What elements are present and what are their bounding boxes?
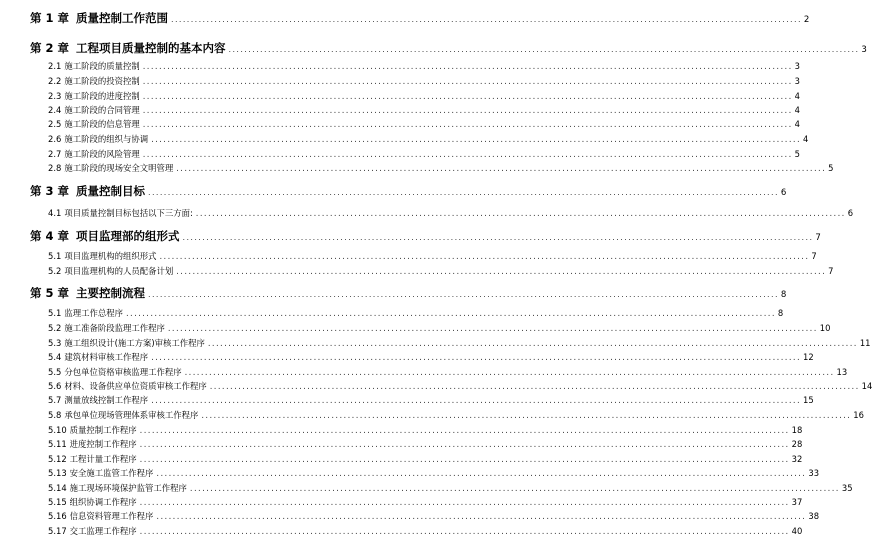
page-number: 2: [803, 15, 810, 25]
page-number: 7: [815, 233, 821, 243]
page-number: 3: [794, 76, 800, 86]
toc-chapter-entry[interactable]: [0, 40, 867, 56]
entry-number: 2.1: [48, 61, 62, 71]
entry-title: 质量控制工作范围: [76, 11, 169, 25]
dot-leader: ................................................................................................................................................................: [148, 290, 779, 299]
page-number: 5: [828, 163, 834, 173]
toc-section-entry[interactable]: [0, 265, 834, 277]
dot-leader: ................................................................................................................................................................: [148, 188, 779, 197]
page-number: 3: [861, 45, 867, 55]
entry-number: 5.13: [48, 468, 67, 478]
page-number: 14: [861, 381, 872, 391]
entry-title: 项目质量控制目标包括以下三方面:: [64, 208, 193, 218]
toc-section-entry[interactable]: [0, 467, 820, 479]
toc-chapter-entry[interactable]: [0, 285, 787, 301]
entry-title: 施工阶段的现场安全文明管理: [64, 163, 174, 173]
dot-leader: ................................................................................................................................................................: [201, 410, 852, 420]
toc-section-entry[interactable]: [0, 525, 803, 537]
entry-number: 5.15: [48, 497, 67, 507]
dot-leader: ................................................................................................................................................................: [209, 381, 860, 391]
dot-leader: ................................................................................................................................................................: [184, 367, 835, 377]
entry-title: 质量控制工作程序: [69, 425, 137, 435]
dot-leader: ................................................................................................................................................................: [139, 439, 790, 449]
page-number: 32: [791, 454, 803, 464]
dot-leader: ................................................................................................................................................................: [159, 251, 810, 261]
page-number: 3: [794, 61, 800, 71]
entry-title: 施工阶段的质量控制: [64, 61, 140, 71]
page-number: 4: [803, 134, 809, 144]
entry-title: 工程项目质量控制的基本内容: [76, 41, 226, 55]
dot-leader: ................................................................................................................................................................: [182, 233, 814, 242]
toc-section-entry[interactable]: [0, 380, 872, 392]
entry-number: 第 1 章: [30, 11, 70, 25]
toc-section-entry[interactable]: [0, 207, 854, 219]
entry-number: 5.3: [48, 338, 62, 348]
entry-number: 5.14: [48, 483, 67, 493]
entry-title: 施工阶段的合同管理: [64, 105, 140, 115]
entry-title: 施工现场环境保护监管工作程序: [69, 483, 187, 493]
dot-leader: ................................................................................................................................................................: [156, 468, 807, 478]
entry-number: 5.12: [48, 454, 67, 464]
dot-leader: ................................................................................................................................................................: [151, 352, 802, 362]
page-number: 11: [859, 338, 871, 348]
entry-number: 5.2: [48, 323, 62, 333]
entry-number: 2.7: [48, 149, 62, 159]
page-number: 38: [808, 511, 820, 521]
dot-leader: ................................................................................................................................................................: [167, 323, 818, 333]
entry-title: 施工阶段的组织与协调: [64, 134, 149, 144]
page-number: 16: [853, 410, 864, 420]
entry-number: 5.4: [48, 352, 62, 362]
page-number: 7: [828, 266, 834, 276]
entry-number: 第 4 章: [30, 229, 70, 243]
page-number: 7: [811, 251, 817, 261]
toc-section-entry[interactable]: [0, 394, 814, 406]
entry-number: 5.5: [48, 367, 62, 377]
entry-title: 施工阶段的进度控制: [64, 91, 140, 101]
entry-title: 测量放线控制工作程序: [64, 395, 149, 405]
entry-number: 第 2 章: [30, 41, 70, 55]
page-number: 35: [841, 483, 853, 493]
dot-leader: ................................................................................................................................................................: [195, 208, 846, 218]
dot-leader: ................................................................................................................................................................: [139, 425, 790, 435]
entry-number: 5.7: [48, 395, 62, 405]
dot-leader: ................................................................................................................................................................: [176, 163, 827, 173]
entry-title: 监理工作总程序: [64, 308, 123, 318]
entry-title: 施工准备阶段监理工作程序: [64, 323, 165, 333]
entry-number: 2.5: [48, 119, 62, 129]
toc-section-entry[interactable]: [0, 482, 853, 494]
toc-section-entry[interactable]: [0, 307, 784, 319]
entry-number: 2.6: [48, 134, 62, 144]
page-number: 12: [803, 352, 814, 362]
dot-leader: ................................................................................................................................................................: [156, 511, 807, 521]
entry-title: 施工阶段的投资控制: [64, 76, 140, 86]
page-number: 18: [791, 425, 803, 435]
toc-section-entry[interactable]: [0, 104, 800, 116]
dot-leader: ................................................................................................................................................................: [207, 338, 858, 348]
page-number: 4: [794, 105, 800, 115]
page-number: 8: [780, 290, 787, 300]
toc-section-entry[interactable]: [0, 75, 800, 87]
toc-section-entry[interactable]: [0, 90, 800, 102]
entry-number: 5.6: [48, 381, 62, 391]
dot-leader: ................................................................................................................................................................: [139, 454, 790, 464]
dot-leader: ................................................................................................................................................................: [139, 526, 790, 536]
toc-section-entry[interactable]: [0, 322, 831, 334]
toc-section-entry[interactable]: [0, 496, 803, 508]
toc-chapter-entry[interactable]: [0, 183, 787, 199]
page-number: 40: [791, 526, 803, 536]
toc-section-entry[interactable]: [0, 424, 803, 436]
entry-number: 第 3 章: [30, 184, 70, 198]
toc-section-entry[interactable]: [0, 510, 820, 522]
dot-leader: ................................................................................................................................................................: [139, 497, 790, 507]
toc-chapter-entry[interactable]: [0, 228, 821, 244]
entry-number: 5.8: [48, 410, 62, 420]
entry-number: 5.10: [48, 425, 67, 435]
entry-number: 2.4: [48, 105, 62, 115]
page-number: 6: [780, 188, 787, 198]
entry-title: 工程计量工作程序: [69, 454, 137, 464]
page-number: 6: [847, 208, 854, 218]
entry-title: 材料、设备供应单位资质审核工作程序: [64, 381, 207, 391]
dot-leader: ................................................................................................................................................................: [151, 395, 802, 405]
dot-leader: ................................................................................................................................................................: [151, 134, 802, 144]
entry-number: 第 5 章: [30, 286, 70, 300]
page-number: 5: [794, 149, 800, 159]
entry-title: 建筑材料审核工作程序: [64, 352, 149, 362]
page-number: 10: [819, 323, 831, 333]
page-number: 8: [777, 308, 784, 318]
entry-number: 2.8: [48, 163, 62, 173]
entry-title: 项目监理机构的人员配备计划: [64, 266, 174, 276]
dot-leader: ................................................................................................................................................................: [228, 45, 860, 54]
dot-leader: ................................................................................................................................................................: [176, 266, 827, 276]
toc-section-entry[interactable]: [0, 250, 817, 262]
entry-title: 信息资料管理工作程序: [69, 511, 154, 521]
toc-section-entry[interactable]: [0, 438, 803, 450]
entry-title: 交工监理工作程序: [69, 526, 137, 536]
entry-title: 主要控制流程: [76, 286, 146, 300]
dot-leader: ................................................................................................................................................................: [189, 483, 840, 493]
toc-section-entry[interactable]: [0, 337, 871, 349]
dot-leader: ................................................................................................................................................................: [142, 76, 793, 86]
dot-leader: ................................................................................................................................................................: [142, 119, 793, 129]
toc-section-entry[interactable]: [0, 366, 848, 378]
dot-leader: ................................................................................................................................................................: [142, 91, 793, 101]
page-number: 33: [808, 468, 820, 478]
entry-number: 5.17: [48, 526, 67, 536]
entry-title: 组织协调工作程序: [69, 497, 137, 507]
entry-number: 2.2: [48, 76, 62, 86]
entry-number: 2.3: [48, 91, 62, 101]
entry-title: 进度控制工作程序: [69, 439, 137, 449]
page-number: 4: [794, 91, 800, 101]
toc-section-entry[interactable]: [0, 453, 803, 465]
toc-section-entry[interactable]: [0, 409, 864, 421]
entry-number: 5.11: [48, 439, 67, 449]
toc-section-entry[interactable]: [0, 133, 809, 145]
entry-number: 5.16: [48, 511, 67, 521]
toc-section-entry[interactable]: [0, 148, 800, 160]
entry-title: 质量控制目标: [76, 184, 146, 198]
page-number: 13: [836, 367, 848, 377]
entry-title: 安全施工监管工作程序: [69, 468, 154, 478]
dot-leader: ................................................................................................................................................................: [171, 15, 802, 24]
entry-title: 施工阶段的信息管理: [64, 119, 140, 129]
dot-leader: ................................................................................................................................................................: [142, 149, 793, 159]
entry-title: 项目监理部的组形式: [76, 229, 180, 243]
entry-title: 承包单位现场管理体系审核工作程序: [64, 410, 199, 420]
dot-leader: ................................................................................................................................................................: [142, 61, 793, 71]
entry-number: 5.2: [48, 266, 62, 276]
toc-section-entry[interactable]: [0, 60, 800, 72]
entry-number: 5.1: [48, 308, 62, 318]
toc-chapter-entry[interactable]: [0, 10, 810, 26]
page-number: 28: [791, 439, 803, 449]
toc-section-entry[interactable]: [0, 118, 800, 130]
dot-leader: ................................................................................................................................................................: [142, 105, 793, 115]
page-number: 15: [803, 395, 814, 405]
page-number: 4: [794, 119, 800, 129]
dot-leader: ................................................................................................................................................................: [125, 308, 776, 318]
page-number: 37: [791, 497, 803, 507]
entry-title: 施工组织设计(施工方案)审核工作程序: [64, 338, 205, 348]
entry-title: 分包单位资格审核监理工作程序: [64, 367, 182, 377]
toc-section-entry[interactable]: [0, 162, 834, 174]
toc-section-entry[interactable]: [0, 351, 814, 363]
entry-title: 项目监理机构的组织形式: [64, 251, 157, 261]
entry-title: 施工阶段的风险管理: [64, 149, 140, 159]
entry-number: 5.1: [48, 251, 62, 261]
entry-number: 4.1: [48, 208, 62, 218]
